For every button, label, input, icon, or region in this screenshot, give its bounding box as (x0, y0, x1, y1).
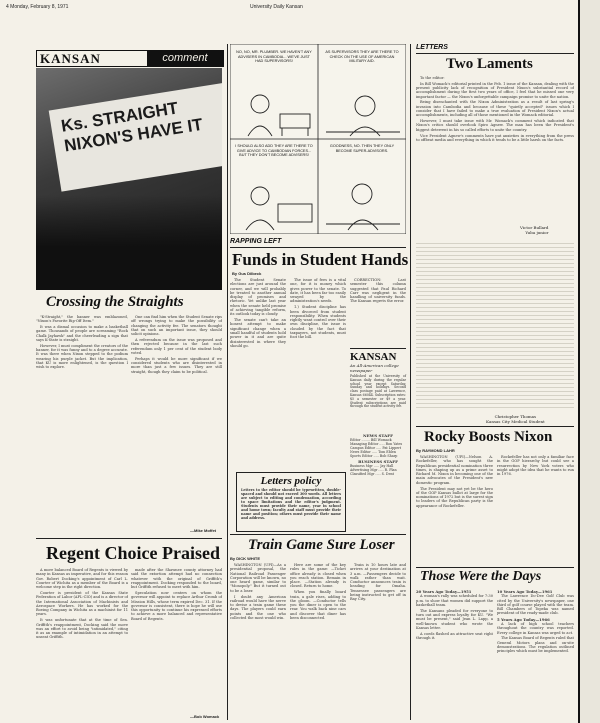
divider (416, 567, 574, 568)
way-p: The Lawrence Do-Dee Golf Club was cited by the University's newspaper, one third of golf course played with the team. Bill Chambers of Topeka was named president of the ready-made club. (497, 594, 574, 616)
funds-col-1 (230, 278, 286, 468)
rocky-headline: Rocky Boosts Nixon (424, 429, 553, 445)
way-col-1-head: 20 Years Ago Today—1951 (416, 590, 472, 594)
way-col-2-head: 10 Years Ago Today—1961 (497, 590, 553, 594)
letters-headline: Two Laments (446, 56, 533, 72)
train-p: When you finally board train, a gale rises, adding to the gloom. —Conductor tells you the diner is open to the rear. You walk back nine cars and discover that diner has been disconnected. (290, 590, 346, 621)
protest-banner (49, 82, 222, 191)
staff-line: Business Mgr ..... Jay Hall (350, 464, 394, 468)
funds-kicker: RAPPING LEFT (230, 238, 282, 245)
straights-p: One can find him when the Student Senate rips off wrongs trying to make the possibility of changing the activity fee. The senators thought that on such an important issue, they should solicit opinions. (131, 315, 222, 337)
regent-byline: —Bob Womack (190, 714, 220, 719)
letters-p: In Bill Womack's editorial printed in the Feb. 1 issue of the Kansan, dealing with the present publicity lack of recognition of President Nixon's substantial record of accomplishment during the first two years of office, I feel that he missed one very important factor — the Nixon's unforgettable campaign promise to unite the nation. (416, 81, 574, 99)
straights-col-2 (131, 315, 222, 527)
business-staff-title: BUSINESS STAFF (358, 459, 398, 464)
funds-p: The senate can't take an honest attempt to make significant change when a small handful of students hold power in it and are quite disinterested in where they should go. (230, 318, 286, 348)
funds-byline: By Gus Dilbeck (232, 271, 262, 276)
train-p: Here are some of the key rules in the game: —Ticket office already is closed when you reach station. Remain in place. —Station already is closed. Return to home. (290, 563, 346, 589)
staff-line: Classified Mgr ..... S. Dent (350, 472, 394, 476)
news-staff-title: NEWS STAFF (363, 433, 393, 438)
letters-p: Being disenchanted with the Nixon Administration as a result of last spring's invasion into Cambodia and because of these "quietly accepted" issues which I consider that I have failed to make a true evaluation of President Nixon's actual accomplishments, including all of those mentioned in the Womack editorial. (416, 100, 574, 118)
letter-signature-2: Christopher Thomas Kansas City Medical Student (486, 414, 545, 424)
rocky-byline: By RAYMOND LAHR (416, 448, 455, 453)
letters-p: Vice President Agnew's comments have put anxieties in everything from the press to offbeat media and everything in which it tends to be a little harsh on the facts. (416, 133, 574, 142)
protest-banner-text: Ks. STRAIGHT NIXON'S HAVE IT (59, 98, 204, 156)
regent-p: made after the Shawnee county attorney had said the extortion attempt had no connection whatever with the original of Griffith's reappointment. Docking responded to the board, but Griffith refused to meet with him. (131, 568, 222, 590)
banner-comment: comment (147, 51, 223, 66)
regent-headline: Regent Choice Praised (46, 543, 220, 563)
train-p: WASHINGTON (UPI)—As a presidential proposal, the National Railroad Passenger Corporation will be known, no one heard game, similar to "Monopoly." But it turned out to be a loser. (230, 563, 286, 593)
column-rule (410, 44, 411, 720)
train-byline: By DICK WHITE (230, 556, 260, 561)
letters-p: However, I must take issue with Mr. Womack's comment which indicated that Nixon's critics should overlook Spiro Agnew. The man has been the President's biggest deterrent in his so called efforts to unite the country. (416, 119, 574, 132)
letters-kicker: LETTERS (416, 44, 448, 51)
masthead-title: KANSAN (350, 351, 397, 363)
page-line: 4 Monday, February 8, 1971 (6, 4, 69, 10)
column-rule (227, 44, 228, 720)
rocky-p: WASHINGTON (UPI)—Nelson A. Rockefeller, who has sought the Republican presidential nomination three times, is shaping up as a prime asset to Richard M. Nixon in becoming one of the main advocates of the President's new domestic program. (416, 455, 493, 485)
cartoon-panel-4: GOODNESS, NO. THEN THEY ONLY BECOME SUPER-ADVISORS. (329, 144, 395, 153)
funds-col-2 (290, 278, 346, 468)
staff-line: Managing Editor ..... Ron Yates (350, 442, 403, 446)
letters-p: To the editor: (420, 76, 445, 80)
funds-p: CORRECTION: Last semester this column suggested that Paul Richard Carr was negligent in the handling of university funds. The Kansan regrets the error. (350, 278, 406, 304)
way-p: A coeds flashed an attractive seat right through it. (416, 631, 493, 640)
way-col-1 (416, 590, 493, 720)
straights-p: However, I must compliment the creators of the banner, for it was funny and to a degree accurate. It was there when Nixon stepped to the podium wearing his purple jacket. But the implication, that KU is more enlightened, is the question I wish to explore. (36, 343, 128, 370)
way-p: The Kansans pleaded for everyone to turn out and express loyalty for KU. "We must be present," said Jean L. Lapp, a well-known student who wrote the Kansas letter. (416, 608, 493, 630)
masthead-text: Published at the University of Kansas daily during the regular school year except Saturday, Sunday and holidays. Second class postage paid at Lawrence, Kansas 66044. Subscription rates: $5 a semester or $9 a year. Student subscriptions are paid through the student activity fee. (350, 374, 406, 409)
train-p: Train is 10 hours late and arrives at your destination at 3 a.m. —Passengers decide to walk rather than wait. Conductor announces train is heading for Omaha. Tennessee passengers are being instructed to get off in Bay City. (350, 563, 406, 602)
news-staff (350, 434, 406, 500)
train-col-1 (230, 563, 286, 720)
rocky-p: Rockefeller has not only a familiar face in the GOP hierarchy but could see a resurrection by New York voters who might adopt the idea that he wants to run in 1976. (497, 455, 574, 477)
train-p: I doubt any American railroad would have the nerve to devise a train game these days. The players could earn points and the one who collected the most would win. (230, 594, 286, 621)
straights-p: "K-Straight," the banner was emblazoned, "Nixon's Favorite Rip-Off Item." (36, 315, 128, 324)
way-headline: Those Were the Days (420, 569, 542, 584)
divider (416, 53, 574, 54)
letters-policy-title: Letters policy (260, 475, 322, 487)
section-banner (36, 50, 224, 67)
straights-byline: —Mike Moffet (190, 528, 216, 533)
rocky-col-2 (497, 455, 574, 565)
masthead-subtitle: An All-American college newspaper (350, 363, 399, 373)
cartoon-panel-3: I SHOULD ALSO ADD THEY ARE THERE TO GIVE ADVICE TO CAMBODIAN FORCES... BUT THEY DON'T BECOME ADVISERS! (235, 144, 313, 157)
staff-line: Sports Editor ..... Bob Sharp (350, 454, 398, 458)
straights-p: It was a dismal occasion to make a basketball game. Thousands of people are screaming "Rock Chalk Jayhawk" and the cheerleading a sign that says K-State is straight. (36, 325, 128, 342)
cartoon-panel-1: NO, NO, MR. PLUMBER. WE HAVEN'T ANY ADVISERS IN CAMBODIA... WE'VE JUST HAD SUPERVISORS! (236, 50, 312, 63)
divider (416, 426, 574, 427)
funds-p: The issue of fees is a vital one, for it is money which gives power to the senate. To date, it has been far too easily swayed by the administration's needs. (290, 278, 346, 304)
masthead-box (350, 348, 406, 433)
staff-line: Advertising Mgr ..... R. Plan (350, 468, 397, 472)
funds-headline: Funds in Student Hands (232, 250, 409, 269)
staff-line: Campus Editor ..... Pat Lippert (350, 446, 402, 450)
straights-p: Perhaps it would be more significant if we considered students who are disinterested in more than just a few issues. They are still straight, though they claim to be political. (131, 356, 222, 374)
regent-p: Speculation now centers on whom the governor will appoint to replace Arthur Cromb of Mission Hills, whose term expired Dec. 31. If the governor is consistent, there is hope he will use this opportunity to continue his expressed efforts to achieve a more balanced and representative Board of Regents. (131, 590, 222, 621)
divider (230, 247, 406, 248)
letters-policy-box (236, 472, 346, 532)
funds-p: 1.) Student discipline has been divorced from student responsibility. When students rightly want control over their own discipline, the issue is clouded by the fact that taxpayers, not students, must foot the bill. (290, 305, 346, 340)
regent-col-2 (131, 568, 222, 712)
rocky-p: The President may not yet be the hero of the GOP Kansas ballot at large for the nominations of 1972 but is the surest sign to leaders of the Republican party is the appearance of Rockefeller. (416, 486, 493, 508)
crowd-shadow (36, 195, 222, 290)
straights-headline: Crossing the Straights (46, 294, 184, 310)
cartoon-panel-2: AS SUPERVISORS THEY ARE THERE TO CHECK ON THE USE OF AMERICAN MILITARY AID. (325, 50, 399, 63)
train-col-2 (290, 563, 346, 720)
paper-name: University Daily Kansan (250, 4, 303, 10)
banner-kansan: KANSAN (40, 51, 101, 66)
letter-signature-1: Victor Bullard Yuba junior (520, 225, 549, 235)
editorial-cartoon (230, 44, 406, 234)
staff-line: News Editor ..... Tom Eblen (350, 450, 396, 454)
regent-p: A more balanced Board of Regents is viewed by many in Kansas as imperative, and for this reason Gov. Robert Docking's appointment of Carl L. Courter of Wichita as a member of the Board is a welcome step in the right direction. (36, 568, 128, 590)
way-p: The Kansas Board of Regents ruled that General Motors plans and on-site demonstrations. The regulation outlined principles which must be implemented. (497, 636, 574, 654)
adjacent-page-edge (578, 0, 600, 723)
way-col-2 (497, 590, 574, 720)
divider (36, 538, 222, 539)
train-col-3 (350, 563, 406, 720)
regent-col-1 (36, 568, 128, 718)
letter-poem (416, 240, 574, 410)
letters-policy-text: Letters to the editor should be typewritten, double-spaced and should not exceed 300 words. All letters are subject to editing and condensation, according to space limitations and the editor's judgment. Students must provide their name, year in school and home town; faculty and staff must provide their name and position; others must provide their name and address. (241, 488, 341, 520)
way-p: A lack of high school teachers throughout the country was reported. Every college in Kansas was urged to act. (497, 622, 574, 635)
way-col-3-head: 5 Years Ago Today—1966 (497, 616, 550, 622)
banner-photo (36, 68, 222, 290)
train-headline: Train Game Sure Loser (248, 537, 395, 553)
staff-line: Editor ........ Bill Womack (350, 438, 392, 442)
way-p: A woman's rally was scheduled for 7:30 p.m. to show that women did support the basketball team. (416, 594, 493, 607)
cartoon-drawing (230, 44, 406, 234)
straights-col-1 (36, 315, 128, 530)
funds-col-3 (350, 278, 406, 344)
straights-p: A referendum on the issue was proposed and then rejected because in the last such referendum only 1 per cent of the student body voted. (131, 337, 222, 355)
regent-p: It was unfortunate that at the time of Sen. Griffith's reappointment, Docking said the move was an effort to avoid being "intimidated," citing it as an example of intimidation in an attempt to unseat Griffith. (36, 618, 128, 640)
rocky-col-1 (416, 455, 493, 565)
letters-col (416, 76, 574, 224)
divider (230, 534, 406, 535)
regent-p: Courter is president of the Kansas State Federation of Labor (AFL-CIO) and is a director of the International Association of Machinists and Aerospace Workers. He has worked for the Boeing Company in Wichita as a machinist for 11 years. (36, 590, 128, 617)
funds-p: The Student Senate elections are just around the corner, and we will probably be treated to another annual display of promises and rhetoric. Yet unlike last year when the senate held promise of achieving tangible reform, its outlook today is cloudy. (230, 278, 286, 317)
